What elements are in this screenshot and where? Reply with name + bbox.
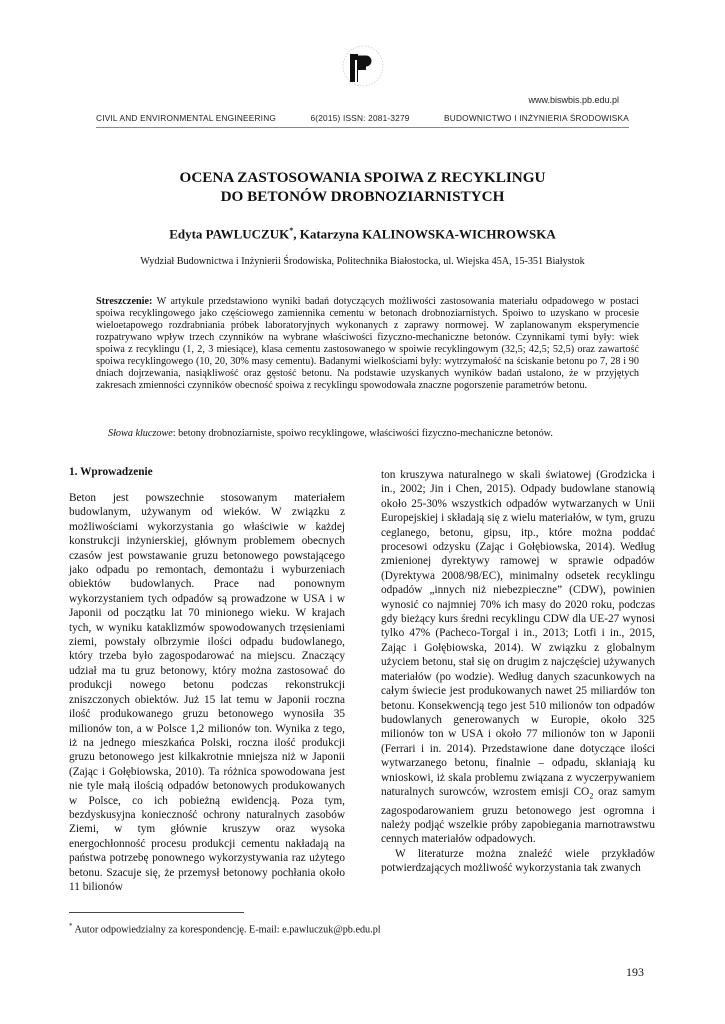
subscript: 2 xyxy=(589,791,594,801)
footnote-text: Autor odpowiedzialny za korespondencję. E-mail: e.pawluczuk@pb.edu.pl xyxy=(72,924,381,936)
university-logo-icon xyxy=(336,44,390,92)
footnote-divider xyxy=(69,912,244,913)
page-number: 193 xyxy=(626,965,644,979)
title-line-1: OCENA ZASTOSOWANIA SPOIWA Z RECYKLINGU xyxy=(179,169,546,186)
keywords xyxy=(96,428,639,439)
authors xyxy=(0,226,725,242)
paragraph xyxy=(381,468,655,847)
author-2: , Katarzyna KALINOWSKA-WICHROWSKA xyxy=(293,226,556,242)
keywords-label: Słowa kluczowe xyxy=(108,428,173,439)
right-column xyxy=(381,468,655,876)
journal-name-pl: BUDOWNICTWO I INŻYNIERIA ŚRODOWISKA xyxy=(444,113,629,123)
paragraph-text: ton kruszywa naturalnego w skali światowej (Grodzicka i in., 2002; Jin i Chen, 2015). Odpady budowlane stanowią około 25-30% wszystkich odpadów wytwarzanych w Unii Europejskiej i składają się z wielu materiałów, w tym, gruzu ceglanego, betonu, gipsu, itp., które można poddać procesowi odzysku (Zając i Gołębiowska, 2014). Według zmienionej dyrektywy ramowej w sprawie odpadów (Dyrektywa 2008/98/EC), minimalny odsetek recyklingu odpadów „innych niż niebezpieczne” (CDW), powinien wynosić co najmniej 70% ich masy do 2020 roku, podczas gdy bieżący kurs średni recyklingu CDW dla UE-27 wynosi tylko 47% (Pacheco-Torgal i in., 2013; Lotfi i in., 2015, Zając i Gołębiowska, 2014). W związku z globalnym użyciem betonu, stał się on drugim z najczęściej używanych materiałów (po wodzie). Według danych szacunkowych na całym świecie jest produkowanych nawet 25 miliardów ton betonu. Konsekwencją tego jest 510 milionów ton odpadów budowlanych generowanych w Europie, około 325 milionów ton w USA i około 77 milionów ton w Japonii (Ferrari i in. 2014). Przedstawione dane dotyczące ilości wytwarzanego betonu, finalnie – odpadu, skłaniają ku wnioskowi, iż skala problemu związana z wyczerpywaniem naturalnych surowców, wzrostem emisji CO xyxy=(381,469,655,798)
abstract-label: Streszczenie: xyxy=(96,296,153,307)
footnote-marker: * xyxy=(69,922,73,930)
keywords-text: : betony drobnoziarniste, spoiwo recyklingowe, właściwości fizyczno-mechaniczne betonów. xyxy=(172,428,553,439)
university-logo xyxy=(336,44,390,92)
affiliation: Wydział Budownictwa i Inżynierii Środowiska, Politechnika Białostocka, ul. Wiejska 45A, 15-351 Białystok xyxy=(140,256,585,267)
journal-issue: 6(2015) ISSN: 2081-3279 xyxy=(310,113,410,123)
title-line-2: DO BETONÓW DROBNOZIARNISTYCH xyxy=(220,188,505,205)
author-1: Edyta PAWLUCZUK xyxy=(169,226,290,242)
abstract xyxy=(96,296,639,392)
left-column xyxy=(69,491,345,894)
abstract-text: W artykule przedstawiono wyniki badań dotyczących możliwości zastosowania materiału odpadowego w postaci spoiwa recyklingowego jako częściowego zamiennika cementu w betonach drobnoziarnistych. Spoiwo to uzyskano w procesie wieloetapowego rozdrabniania próbek laboratoryjnych wykonanych z zaprawy normowej. W zaplanowanym eksperymencie rozpatrywano wpływ trzech czynników na wybrane właściwości fizyczno-mechaniczne betonów. Czynnikami tymi były: wiek spoiwa z recyklingu (1, 2, 3 miesiące), klasa cementu zastosowanego w spoiwie recyklingowym (32,5; 42,5; 52,5) oraz zawartość spoiwa recyklingowego (10, 20, 30% masy cementu). Badanymi wielkościami były: wytrzymałość na ściskanie betonu po 7, 28 i 90 dniach dojrzewania, nasiąkliwość oraz gęstość betonu. Na podstawie uzyskanych wyników badań ustalono, że w przyjętych zakresach zmienności czynników obecność spoiwa z recyklingu spowodowała znaczne pogorszenie parametrów betonu. xyxy=(96,296,639,392)
journal-header-bar xyxy=(96,113,629,128)
paragraph-text-cont: oraz samym zagospodarowaniem gruzu betonowego jest ogromna i należy podjąć wszelkie próby zapobiegania marnotrawstwu cennych materiałów odpadowych. xyxy=(381,785,655,846)
footnote xyxy=(69,922,381,935)
journal-name-en: CIVIL AND ENVIRONMENTAL ENGINEERING xyxy=(96,113,277,123)
paragraph: Beton jest powszechnie stosowanym materiałem budowlanym, używanym od wieków. W związku z możliwościami wykorzystania go właściwie w każdej konstrukcji inżynierskiej, głównym problemem obecnych czasów jest powstawanie gruzu betonowego powstającego jako odpadu po remontach, demontażu i wyburzeniach obiektów budowlanych. Prace nad ponownym wykorzystaniem tych odpadów są prowadzone w USA i w Japonii od początku lat 70 minionego wieku. W krajach tych, w wyniku kataklizmów spowodowanych trzęsieniami ziemi, powstały olbrzymie ilości odpadu budowlanego, który trzeba było zagospodarować na miejscu. Znaczący udział ma tu gruz betonowy, który można zastosować do produkcji nowego betonu podczas rekonstrukcji zniszczonych obiektów. Już 15 lat temu w Japonii roczna ilość produkowanego gruzu betonowego wynosiła 35 milionów ton, a w Polsce 1,2 milionów ton. Wynika z tego, iż na jednego mieszkańca Polski, roczna ilość produkcji gruzu betonowego jest kilkakrotnie mniejsza niż w Japonii (Zając i Gołębiowska, 2010). Ta różnica spowodowana jest nie tyle małą ilością odpadów betonowych produkowanych w Polsce, co ich pobieżną ewidencją. Poza tym, bezdyskusyjna konieczność ochrony naturalnych zasobów Ziemi, w tym głównie kruszyw oraz wysoka energochłonność procesu produkcji cementu nakładają na państwa potrzebę ponownego wykorzystywania raz użytego betonu. Szacuje się, że przemysł betonowy pochłania około 11 bilionów xyxy=(69,492,345,893)
corresponding-marker: * xyxy=(289,226,294,235)
section-heading: 1. Wprowadzenie xyxy=(69,466,153,478)
journal-url: www.biswbis.pb.edu.pl xyxy=(528,95,619,105)
paragraph: W literaturze można znaleźć wiele przykładów potwierdzających możliwość wykorzystania tak zwanych xyxy=(381,847,655,875)
paper-title xyxy=(0,168,725,206)
